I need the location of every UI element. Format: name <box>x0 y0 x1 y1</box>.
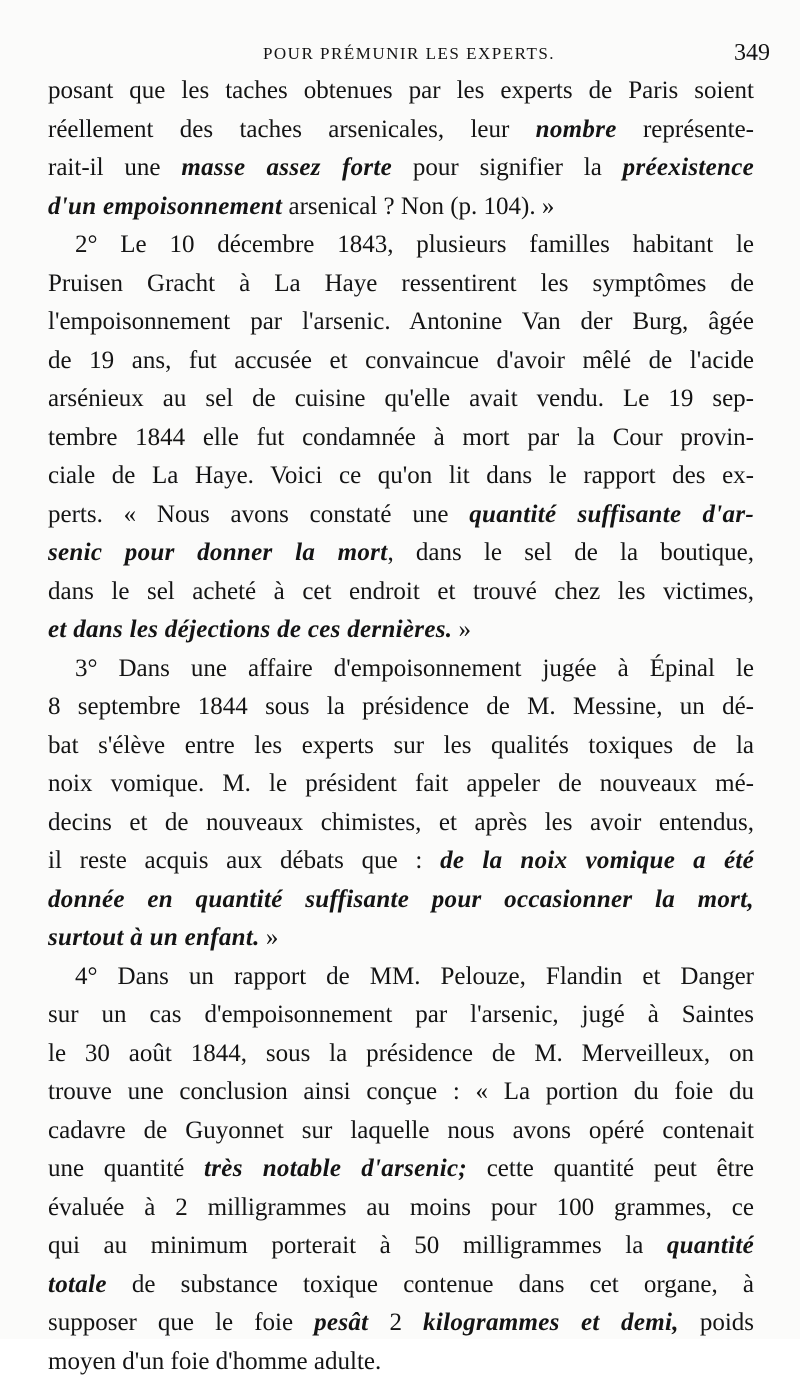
running-title: POUR PRÉMUNIR LES EXPERTS. <box>48 44 770 64</box>
text-run: trouve une conclusion ainsi conçue : « La portion du foie du <box>48 1078 754 1105</box>
text-run: Pruisen Gracht à La Haye ressentirent les symptômes de <box>48 270 754 297</box>
italic-text: de la noix vomique a été <box>440 847 754 874</box>
text-run: poids <box>679 1309 754 1336</box>
text-line <box>48 1150 754 1189</box>
italic-text: nombre <box>536 116 617 143</box>
text-line <box>48 804 754 843</box>
italic-text: d'un empoisonnement <box>48 193 282 220</box>
text-run: bat s'élève entre les experts sur les qualités toxiques de la <box>48 732 754 759</box>
text-run: 8 septembre 1844 sous la présidence de M. Messine, un dé- <box>48 693 754 720</box>
text-run: pour signifier la <box>392 154 623 181</box>
text-run: 4° Dans un rapport de MM. Pelouze, Flandin et Danger <box>75 963 754 990</box>
text-run: moyen d'un foie d'homme adulte. <box>48 1348 381 1375</box>
text-line <box>48 380 754 419</box>
text-run: évaluée à 2 milligrammes au moins pour 100 grammes, ce <box>48 1194 754 1221</box>
text-line <box>48 534 754 573</box>
text-run: l'empoisonnement par l'arsenic. Antonine Van der Burg, âgée <box>48 308 754 335</box>
text-run: supposer que le foie <box>48 1309 314 1336</box>
text-run: représente- <box>617 116 754 143</box>
text-run: le 30 août 1844, sous la présidence de M. Merveilleux, on <box>48 1040 754 1067</box>
text-line <box>48 72 754 111</box>
text-line <box>48 650 754 689</box>
text-run: qui au minimum porterait à 50 milligrammes la <box>48 1232 667 1259</box>
text-run: ciale de La Haye. Voici ce qu'on lit dans le rapport des ex- <box>48 462 754 489</box>
text-run: de substance toxique contenue dans cet organe, à <box>107 1271 754 1298</box>
text-line <box>48 765 754 804</box>
text-line <box>48 1189 754 1228</box>
page-number: 349 <box>734 40 770 67</box>
italic-text: très notable d'arsenic; <box>204 1155 467 1182</box>
text-line <box>48 881 754 920</box>
text-run: » <box>452 616 471 643</box>
text-run: posant que les taches obtenues par les experts de Paris soient <box>48 77 754 104</box>
text-run: 3° Dans une affaire d'empoisonnement jugée à Épinal le <box>75 655 754 682</box>
italic-text: donnée en quantité suffisante pour occasionner la mort, <box>48 886 754 913</box>
italic-text: totale <box>48 1271 107 1298</box>
text-run: arsénieux au sel de cuisine qu'elle avait vendu. Le 19 sep- <box>48 385 754 412</box>
text-line <box>48 611 754 650</box>
italic-text: quantité suffisante d'ar- <box>469 501 754 528</box>
text-line <box>48 496 754 535</box>
body-text <box>48 72 754 1381</box>
running-head <box>48 40 770 70</box>
text-run: 2 <box>368 1309 423 1336</box>
text-line <box>48 573 754 612</box>
text-run: 2° Le 10 décembre 1843, plusieurs familles habitant le <box>75 231 754 258</box>
text-line <box>48 226 754 265</box>
text-line <box>48 1343 754 1381</box>
text-run: , dans le sel de la boutique, <box>387 539 754 566</box>
italic-text: préexistence <box>623 154 754 181</box>
text-line <box>48 1035 754 1074</box>
text-line <box>48 149 754 188</box>
text-run: noix vomique. M. le président fait appeler de nouveaux mé- <box>48 770 754 797</box>
italic-text: quantité <box>667 1232 754 1259</box>
text-run: arsenical ? Non (p. 104). » <box>282 193 554 220</box>
text-run: cette quantité peut être <box>467 1155 754 1182</box>
text-run: cadavre de Guyonnet sur laquelle nous avons opéré contenait <box>48 1117 754 1144</box>
text-line <box>48 1073 754 1112</box>
text-line <box>48 1227 754 1266</box>
text-run: réellement des taches arsenicales, leur <box>48 116 536 143</box>
text-line <box>48 688 754 727</box>
text-line <box>48 842 754 881</box>
text-line <box>48 958 754 997</box>
text-line <box>48 303 754 342</box>
italic-text: masse assez forte <box>181 154 392 181</box>
text-line <box>48 111 754 150</box>
text-run: decins et de nouveaux chimistes, et après les avoir entendus, <box>48 809 754 836</box>
text-run: il reste acquis aux débats que : <box>48 847 440 874</box>
text-line <box>48 457 754 496</box>
text-line <box>48 1304 754 1343</box>
italic-text: kilogrammes et demi, <box>423 1309 679 1336</box>
text-line <box>48 419 754 458</box>
text-line <box>48 265 754 304</box>
text-line <box>48 1266 754 1305</box>
text-run: perts. « Nous avons constaté une <box>48 501 469 528</box>
text-run: tembre 1844 elle fut condamnée à mort par la Cour provin- <box>48 424 754 451</box>
text-run: dans le sel acheté à cet endroit et trouvé chez les victimes, <box>48 578 754 605</box>
text-line <box>48 342 754 381</box>
text-line <box>48 188 754 227</box>
text-line <box>48 1112 754 1151</box>
text-run: rait-il une <box>48 154 181 181</box>
italic-text: et dans les déjections de ces dernières. <box>48 616 452 643</box>
italic-text: senic pour donner la mort <box>48 539 387 566</box>
italic-text: surtout à un enfant. <box>48 924 260 951</box>
text-run: » <box>260 924 279 951</box>
text-line <box>48 996 754 1035</box>
text-run: sur un cas d'empoisonnement par l'arsenic, jugé à Saintes <box>48 1001 754 1028</box>
italic-text: pesât <box>314 1309 368 1336</box>
text-line <box>48 919 754 958</box>
text-run: une quantité <box>48 1155 204 1182</box>
text-line <box>48 727 754 766</box>
text-run: de 19 ans, fut accusée et convaincue d'avoir mêlé de l'acide <box>48 347 754 374</box>
